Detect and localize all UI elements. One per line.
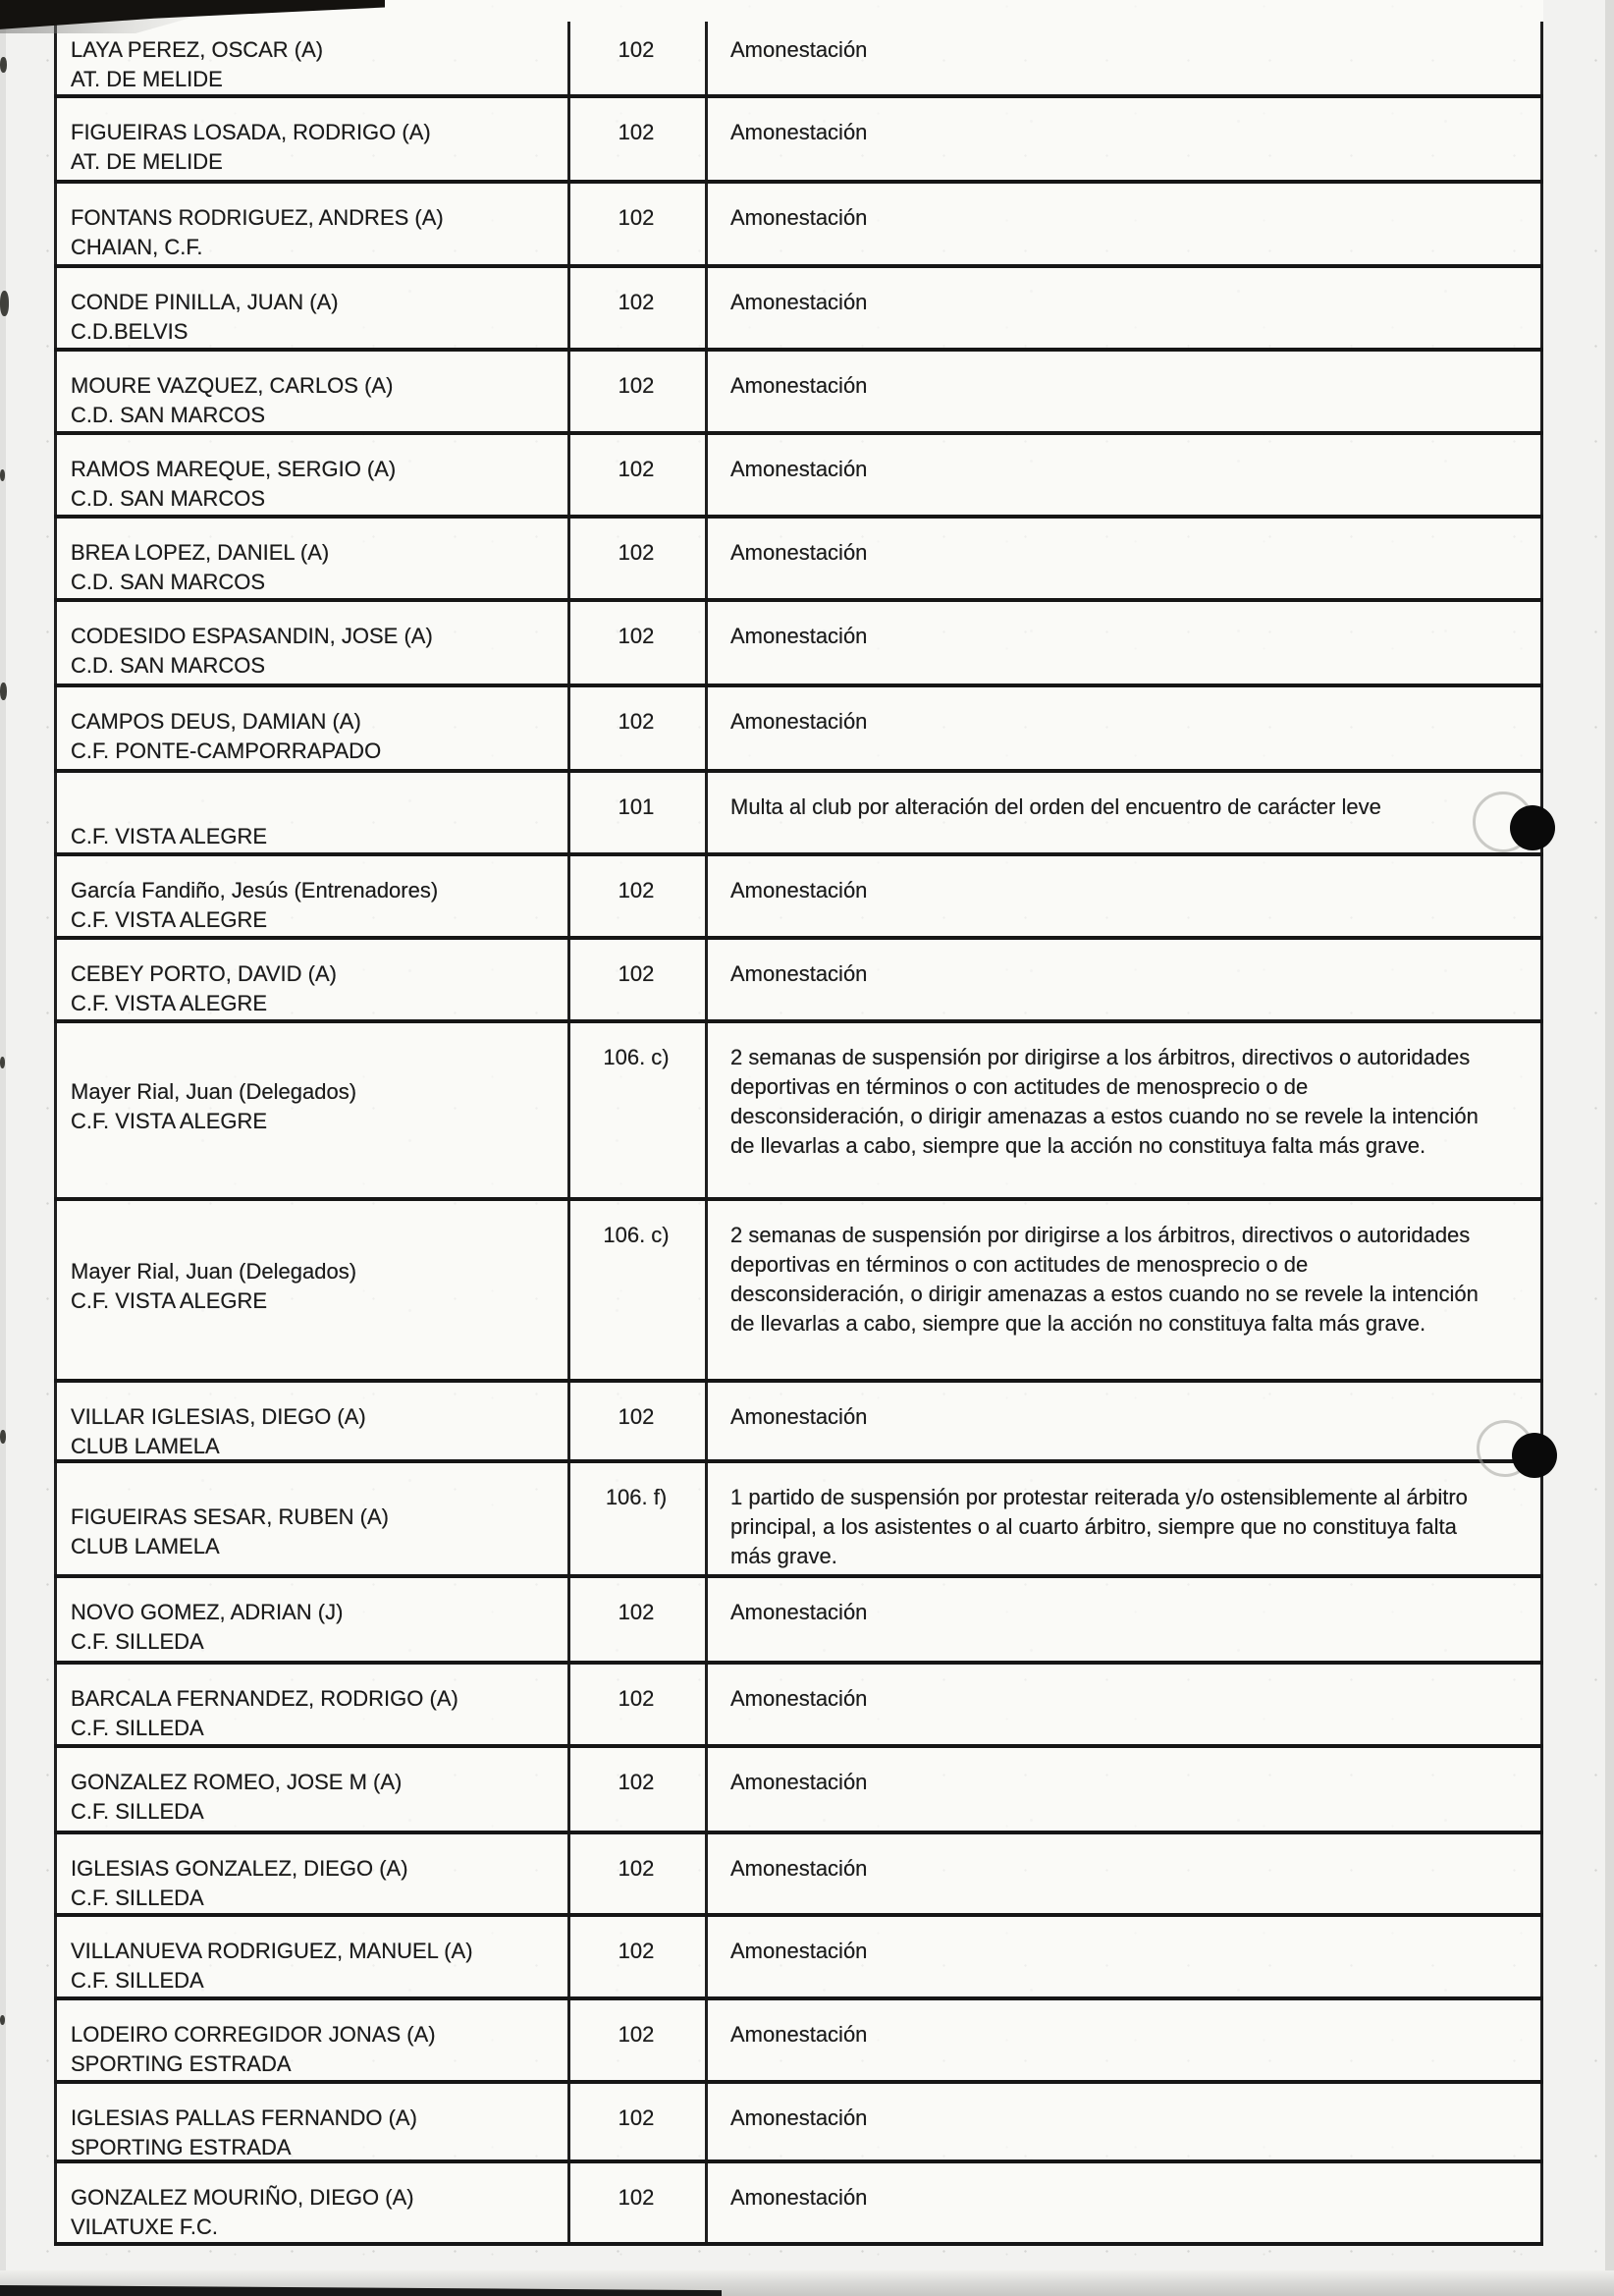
sanctions-table [54, 0, 1543, 2246]
person-cell [54, 1748, 567, 1831]
person-cell [54, 519, 567, 598]
scan-speck [0, 1057, 5, 1068]
person-name: GONZALEZ ROMEO, JOSE M (A) [71, 1770, 403, 1794]
person-name: LAYA PEREZ, OSCAR (A) [71, 37, 324, 62]
sanction-text: Amonestación [730, 2105, 868, 2130]
club-name: C.D. SAN MARCOS [71, 403, 266, 427]
article-number: 106. c) [603, 1045, 670, 1069]
table-row [54, 1834, 1543, 1917]
club-name: CHAIAN, C.F. [71, 235, 203, 259]
sanction-text: Amonestación [730, 2185, 868, 2210]
person-cell [54, 1023, 567, 1197]
article-number: 102 [618, 2185, 655, 2210]
article-number: 101 [618, 794, 655, 819]
sanction-text: Amonestación [730, 2022, 868, 2047]
scan-speck [0, 291, 9, 316]
article-number: 102 [618, 373, 655, 398]
club-name: SPORTING ESTRADA [71, 2051, 292, 2076]
table-row [54, 687, 1543, 773]
sanction-text: Amonestación [730, 1686, 868, 1711]
club-name: C.F. SILLEDA [71, 1716, 204, 1740]
club-name: C.F. PONTE-CAMPORRAPADO [71, 738, 382, 763]
person-name: VILLAR IGLESIAS, DIEGO (A) [71, 1404, 366, 1429]
person-cell [54, 687, 567, 769]
club-name: AT. DE MELIDE [71, 149, 223, 174]
club-name: C.F. SILLEDA [71, 1886, 204, 1910]
table-row [54, 773, 1543, 856]
club-name: C.F. SILLEDA [71, 1629, 204, 1654]
table-row [54, 519, 1543, 602]
club-name: CLUB LAMELA [71, 1534, 220, 1558]
sanction-text: Amonestación [730, 878, 868, 902]
person-cell [54, 2163, 567, 2242]
article-number: 102 [618, 878, 655, 902]
club-name: C.D. SAN MARCOS [71, 486, 266, 511]
person-name: GONZALEZ MOURIÑO, DIEGO (A) [71, 2185, 414, 2210]
article-number: 102 [618, 1939, 655, 1963]
person-cell [54, 1463, 567, 1574]
club-name: C.F. VISTA ALEGRE [71, 1287, 268, 1313]
person-cell [54, 184, 567, 264]
club-name: C.F. VISTA ALEGRE [71, 1108, 268, 1133]
person-cell [54, 1834, 567, 1913]
article-number: 102 [618, 37, 655, 62]
person-cell [54, 602, 567, 683]
sanction-text: Multa al club por alteración del orden del encuentro de carácter leve [730, 794, 1381, 819]
table-row [54, 352, 1543, 435]
sanction-text: Amonestación [730, 1404, 868, 1429]
club-name: C.F. SILLEDA [71, 1799, 204, 1824]
person-cell [54, 1578, 567, 1661]
sanction-text: Amonestación [730, 961, 868, 986]
sanction-text: Amonestación [730, 709, 868, 734]
hole-punch-mark [1512, 1433, 1557, 1478]
person-name: Mayer Rial, Juan (Delegados) [71, 1258, 357, 1284]
article-number: 102 [618, 1404, 655, 1429]
sanction-text: Amonestación [730, 457, 868, 481]
article-number: 102 [618, 961, 655, 986]
table-row [54, 602, 1543, 687]
club-name: C.F. SILLEDA [71, 1968, 204, 1993]
table-row [54, 1748, 1543, 1834]
person-cell [54, 2000, 567, 2080]
person-name: García Fandiño, Jesús (Entrenadores) [71, 878, 439, 902]
person-name: BREA LOPEZ, DANIEL (A) [71, 540, 330, 565]
person-name: CAMPOS DEUS, DAMIAN (A) [71, 709, 361, 734]
person-name: FIGUEIRAS LOSADA, RODRIGO (A) [71, 120, 431, 144]
person-cell [54, 1383, 567, 1461]
table-row [54, 1578, 1543, 1665]
person-name: VILLANUEVA RODRIGUEZ, MANUEL (A) [71, 1939, 473, 1963]
table-row [54, 2163, 1543, 2246]
person-name: MOURE VAZQUEZ, CARLOS (A) [71, 373, 394, 398]
scan-speck [0, 2015, 5, 2025]
article-number: 102 [618, 2105, 655, 2130]
table-row [54, 940, 1543, 1023]
scan-edge-right [1605, 0, 1614, 2296]
club-name: CLUB LAMELA [71, 1434, 220, 1458]
table-body [54, 0, 1543, 2246]
table-row [54, 0, 1543, 98]
person-name: FONTANS RODRIGUEZ, ANDRES (A) [71, 205, 444, 230]
article-number: 102 [618, 709, 655, 734]
club-name: C.F. VISTA ALEGRE [71, 824, 268, 848]
person-name: RAMOS MAREQUE, SERGIO (A) [71, 457, 397, 481]
person-name: IGLESIAS GONZALEZ, DIEGO (A) [71, 1856, 408, 1881]
table-row [54, 1201, 1543, 1383]
person-cell [54, 268, 567, 348]
club-name: SPORTING ESTRADA [71, 2135, 292, 2159]
scan-edge-left [0, 0, 6, 2296]
person-cell [54, 435, 567, 515]
table-row [54, 856, 1543, 940]
article-number: 102 [618, 1770, 655, 1794]
article-number: 102 [618, 457, 655, 481]
table-row [54, 2084, 1543, 2163]
person-name: CONDE PINILLA, JUAN (A) [71, 290, 339, 314]
sanction-text: Amonestación [730, 540, 868, 565]
table-row [54, 2000, 1543, 2084]
sanction-text: Amonestación [730, 1856, 868, 1881]
person-name [71, 793, 558, 822]
club-name: C.D.BELVIS [71, 319, 188, 344]
sanction-text: 2 semanas de suspensión por dirigirse a los árbitros, directivos o autoridades deportivas en términos o con actitudes de menosprecio o de desconsideración, o dirigir amenazas a estos cuando no se revele la intención de llevarlas a cabo, siempre que la acción no constituya falta más grave. [730, 1045, 1479, 1158]
article-number: 102 [618, 1856, 655, 1881]
scan-speck [0, 683, 7, 700]
person-cell [54, 856, 567, 936]
person-cell [54, 1201, 567, 1379]
person-name: Mayer Rial, Juan (Delegados) [71, 1078, 357, 1104]
article-number: 102 [618, 120, 655, 144]
table-row [54, 1023, 1543, 1201]
sanction-text: Amonestación [730, 1770, 868, 1794]
article-number: 102 [618, 205, 655, 230]
person-name: CODESIDO ESPASANDIN, JOSE (A) [71, 624, 433, 648]
club-name: C.F. VISTA ALEGRE [71, 907, 268, 932]
club-name: C.F. VISTA ALEGRE [71, 991, 268, 1015]
sanction-text: 1 partido de suspensión por protestar reiterada y/o ostensiblemente al árbitro principal, a los asistentes o al cuarto árbitro, siempre que no constituya falta más grave. [730, 1485, 1468, 1568]
person-name: IGLESIAS PALLAS FERNANDO (A) [71, 2105, 417, 2130]
sanction-text: Amonestación [730, 205, 868, 230]
sanction-text: 2 semanas de suspensión por dirigirse a los árbitros, directivos o autoridades deportivas en términos o con actitudes de menosprecio o de desconsideración, o dirigir amenazas a estos cuando no se revele la intención de llevarlas a cabo, siempre que la acción no constituya falta más grave. [730, 1223, 1479, 1336]
person-cell [54, 352, 567, 431]
person-name: FIGUEIRAS SESAR, RUBEN (A) [71, 1504, 389, 1529]
article-number: 102 [618, 2022, 655, 2047]
table-row [54, 1917, 1543, 2000]
sanction-text: Amonestación [730, 1939, 868, 1963]
table-row [54, 268, 1543, 352]
person-name: BARCALA FERNANDEZ, RODRIGO (A) [71, 1686, 458, 1711]
article-number: 102 [618, 290, 655, 314]
table-row [54, 1383, 1543, 1463]
person-name: NOVO GOMEZ, ADRIAN (J) [71, 1600, 344, 1624]
sanction-text: Amonestación [730, 624, 868, 648]
article-number: 106. f) [605, 1485, 668, 1509]
table-row [54, 1463, 1543, 1578]
table-row [54, 435, 1543, 519]
table-row [54, 98, 1543, 184]
sanction-text: Amonestación [730, 120, 868, 144]
person-cell [54, 1665, 567, 1744]
club-name: C.D. SAN MARCOS [71, 570, 266, 594]
sanction-text: Amonestación [730, 1600, 868, 1624]
table-row [54, 184, 1543, 268]
person-name: LODEIRO CORREGIDOR JONAS (A) [71, 2022, 436, 2047]
club-name: VILATUXE F.C. [71, 2214, 218, 2239]
person-cell [54, 1917, 567, 1996]
club-name: AT. DE MELIDE [71, 67, 223, 91]
person-cell [54, 98, 567, 180]
article-number: 102 [618, 624, 655, 648]
scan-speck [0, 469, 5, 481]
scan-speck [0, 1430, 6, 1444]
sanction-text: Amonestación [730, 37, 868, 62]
person-cell [54, 773, 567, 852]
sanction-text: Amonestación [730, 290, 868, 314]
article-number: 102 [618, 540, 655, 565]
person-cell [54, 2084, 567, 2162]
hole-punch-mark [1510, 805, 1555, 850]
sanction-text: Amonestación [730, 373, 868, 398]
club-name: C.D. SAN MARCOS [71, 653, 266, 678]
article-number: 102 [618, 1600, 655, 1624]
table-row [54, 1665, 1543, 1748]
article-number: 106. c) [603, 1223, 670, 1247]
person-cell [54, 940, 567, 1019]
article-number: 102 [618, 1686, 655, 1711]
scan-speck [0, 57, 7, 73]
person-name: CEBEY PORTO, DAVID (A) [71, 961, 337, 986]
